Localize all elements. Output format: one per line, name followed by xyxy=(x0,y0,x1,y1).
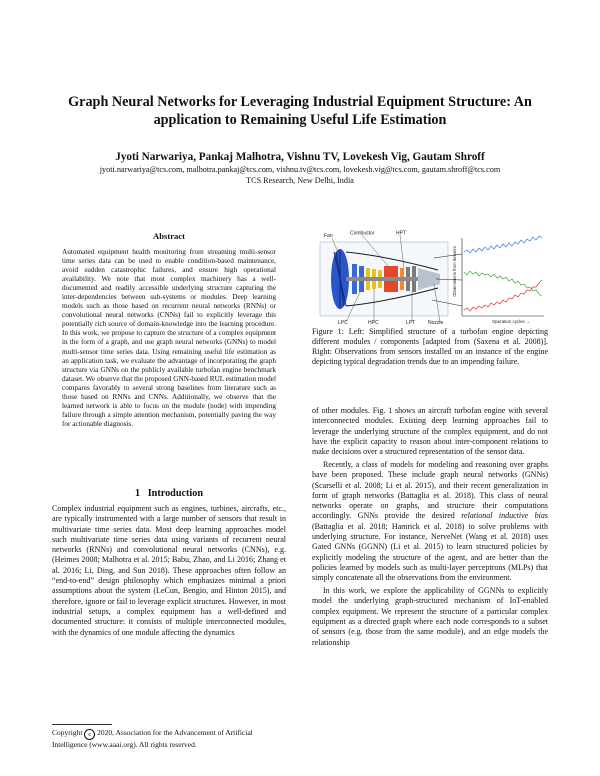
label-nozzle: Nozzle xyxy=(428,320,444,325)
figure-1-caption: Figure 1: Left: Simplified structure of a turbofan engine depicting different modules / components [adapted from (Saxena et al. 2008)]. Right: Observations from sensors installed on an instance of the engine depicting typical degradation trends due to an impending failure. xyxy=(312,327,548,367)
label-combustor: Combustor xyxy=(350,230,375,237)
intro-paragraph-1: Complex industrial equipment such as engines, turbines, aircrafts, etc., are typically instrumented with a large number of sensors that result in multivariate time series data. Most deep learning approaches model such multivariate time series data using variants of recurrent neural networks (RNNs) and convolutional neural networks (CNNs), e.g. (Heimes 2008; Malhotra et al. 2015; Babu, Zhao, and Li 2016; Zhang et al. 2016; Li, Ding, and Sun 2018). These approaches often follow an “end-to-end” design philosophy which emphasizes minimal a priori assumptions about the system (LeCun, Bengio, and Hinton 2015), and therefore, ignore or fail to leverage explicit structures. However, in most industrial setups, a complex equipment has a well-defined and documented structure: it consists of multiple interconnected modules, with the dynamics of one module affecting the dynamics xyxy=(52,504,286,637)
copyright-notice xyxy=(52,728,286,750)
sensor-plot xyxy=(452,236,544,324)
copyright-icon: c xyxy=(84,729,95,740)
label-hpc: HPC xyxy=(368,320,379,325)
intro-paragraph-continued: of other modules. Fig. 1 shows an aircraft turbofan engine with several interconnected modules. Existing deep learning approaches fail to leverage the underlying structure of the complex equipment, and do not have the explicit capacity to reason about inter-component relations to make decisions over a structured representation of the sensor data. xyxy=(312,406,548,457)
intro-right-column xyxy=(312,406,548,650)
figure-1 xyxy=(316,230,548,325)
sensor-plot-ylabel: Observations from Sensors xyxy=(452,246,457,297)
paper-title: Graph Neural Networks for Leveraging Industrial Equipment Structure: An application to Remaining Useful Life Estimation xyxy=(68,94,532,128)
copyright-text: 2020, Association for the Advancement of Artificial Intelligence (www.aaai.org). All rights reserved. xyxy=(52,728,253,749)
sensor-series-red xyxy=(464,280,542,311)
copyright-before: Copyright xyxy=(52,728,85,737)
label-fan: Fan xyxy=(324,233,333,239)
affiliation: TCS Research, New Delhi, India xyxy=(246,176,354,185)
label-hpt: HPT xyxy=(396,230,406,237)
author-list: Jyoti Narwariya, Pankaj Malhotra, Vishnu TV, Lovekesh Vig, Gautam Shroff xyxy=(115,151,485,163)
label-lpt: LPT xyxy=(406,320,416,325)
intro-p2-part-b: (Battaglia et al. 2018; Hamrick et al. 2018) to solve problems with underlying structure. For instance, NerveNet (Wang et al. 2018) uses Gated GNNs (GGNN) (Li et al. 2015) to learn structured policies by explicitly modeling the structure of the agent, and are better than the policies learned by models such as multi-layer perceptrons (MLPs) that simply concatenate all the observations from the environment. xyxy=(312,521,548,583)
intro-paragraph-2 xyxy=(312,460,548,584)
footnote-divider xyxy=(52,724,112,725)
label-lpc: LPC xyxy=(338,320,348,325)
abstract-text: Automated equipment health monitoring from streaming multi-sensor time series data can be used to enable condition-based maintenance, avoid sudden catastrophic failures, and ensure high operational availability. We note that most complex machinery has a well-documented and readily accessible underlying structure capturing the inter-dependencies between sub-systems or modules. Deep learning models such as those based on recurrent neural networks (RNNs) or convolutional neural networks (CNNs) fail to explicitly leverage this potentially rich source of domain-knowledge into the learning procedure. In this work, we propose to capture the structure of a complex equipment in the form of a graph, and use graph neural networks (GNNs) to model multi-sensor time series data. Using remaining useful life estimation as an application task, we evaluate the advantage of incorporating the graph structure via GNNs on the publicly available turbofan engine benchmark dataset. We observe that the proposed GNN-based RUL estimation model compares favorably to several strong baselines from literature such as those based on RNNs and CNNs. Additionally, we observe that the learned network is able to focus on the module (node) with impending failure through a simple attention mechanism, potentially paving the way for actionable diagnosis. xyxy=(62,248,276,428)
intro-p2-part-a: Recently, a class of models for modeling and reasoning over graphs have been proposed. These include graph neural networks (GNNs) (Scarselli et al. 2008; Li et al. 2015), and their recent generalization in form of graph networks (Battaglia et al. 2018). This class of neural networks operate on graphs, and structure their computations accordingly. GNNs provide the desired xyxy=(312,459,548,521)
turbofan-engine-diagram xyxy=(320,231,448,326)
intro-left-column xyxy=(52,504,286,638)
sensor-series-blue xyxy=(464,236,542,253)
intro-p2-emphasis: relational inductive bias xyxy=(461,511,548,521)
section-number: 1 xyxy=(134,488,141,499)
intro-paragraph-3: In this work, we explore the applicability of GGNNs to explicitly model the underlying graph-structured mechanism of IoT-enabled complex equipment. We represent the structure of a particular complex equipment as a directed graph where each node corresponds to a subset of sensors (e.g. those from the same module), and an edge models the relationship xyxy=(312,586,548,647)
sensor-plot-xlabel: Operation cycles → xyxy=(492,319,531,324)
sensor-series-green xyxy=(464,271,542,296)
author-emails: jyoti.narwariya@tcs.com, malhotra.pankaj@tcs.com, vishnu.tv@tcs.com, lovekesh.vig@tcs.com, gautam.shroff@tcs.com xyxy=(99,165,501,174)
section-title: Introduction xyxy=(147,488,204,499)
section-heading-introduction xyxy=(52,488,286,499)
abstract-heading: Abstract xyxy=(153,231,185,241)
